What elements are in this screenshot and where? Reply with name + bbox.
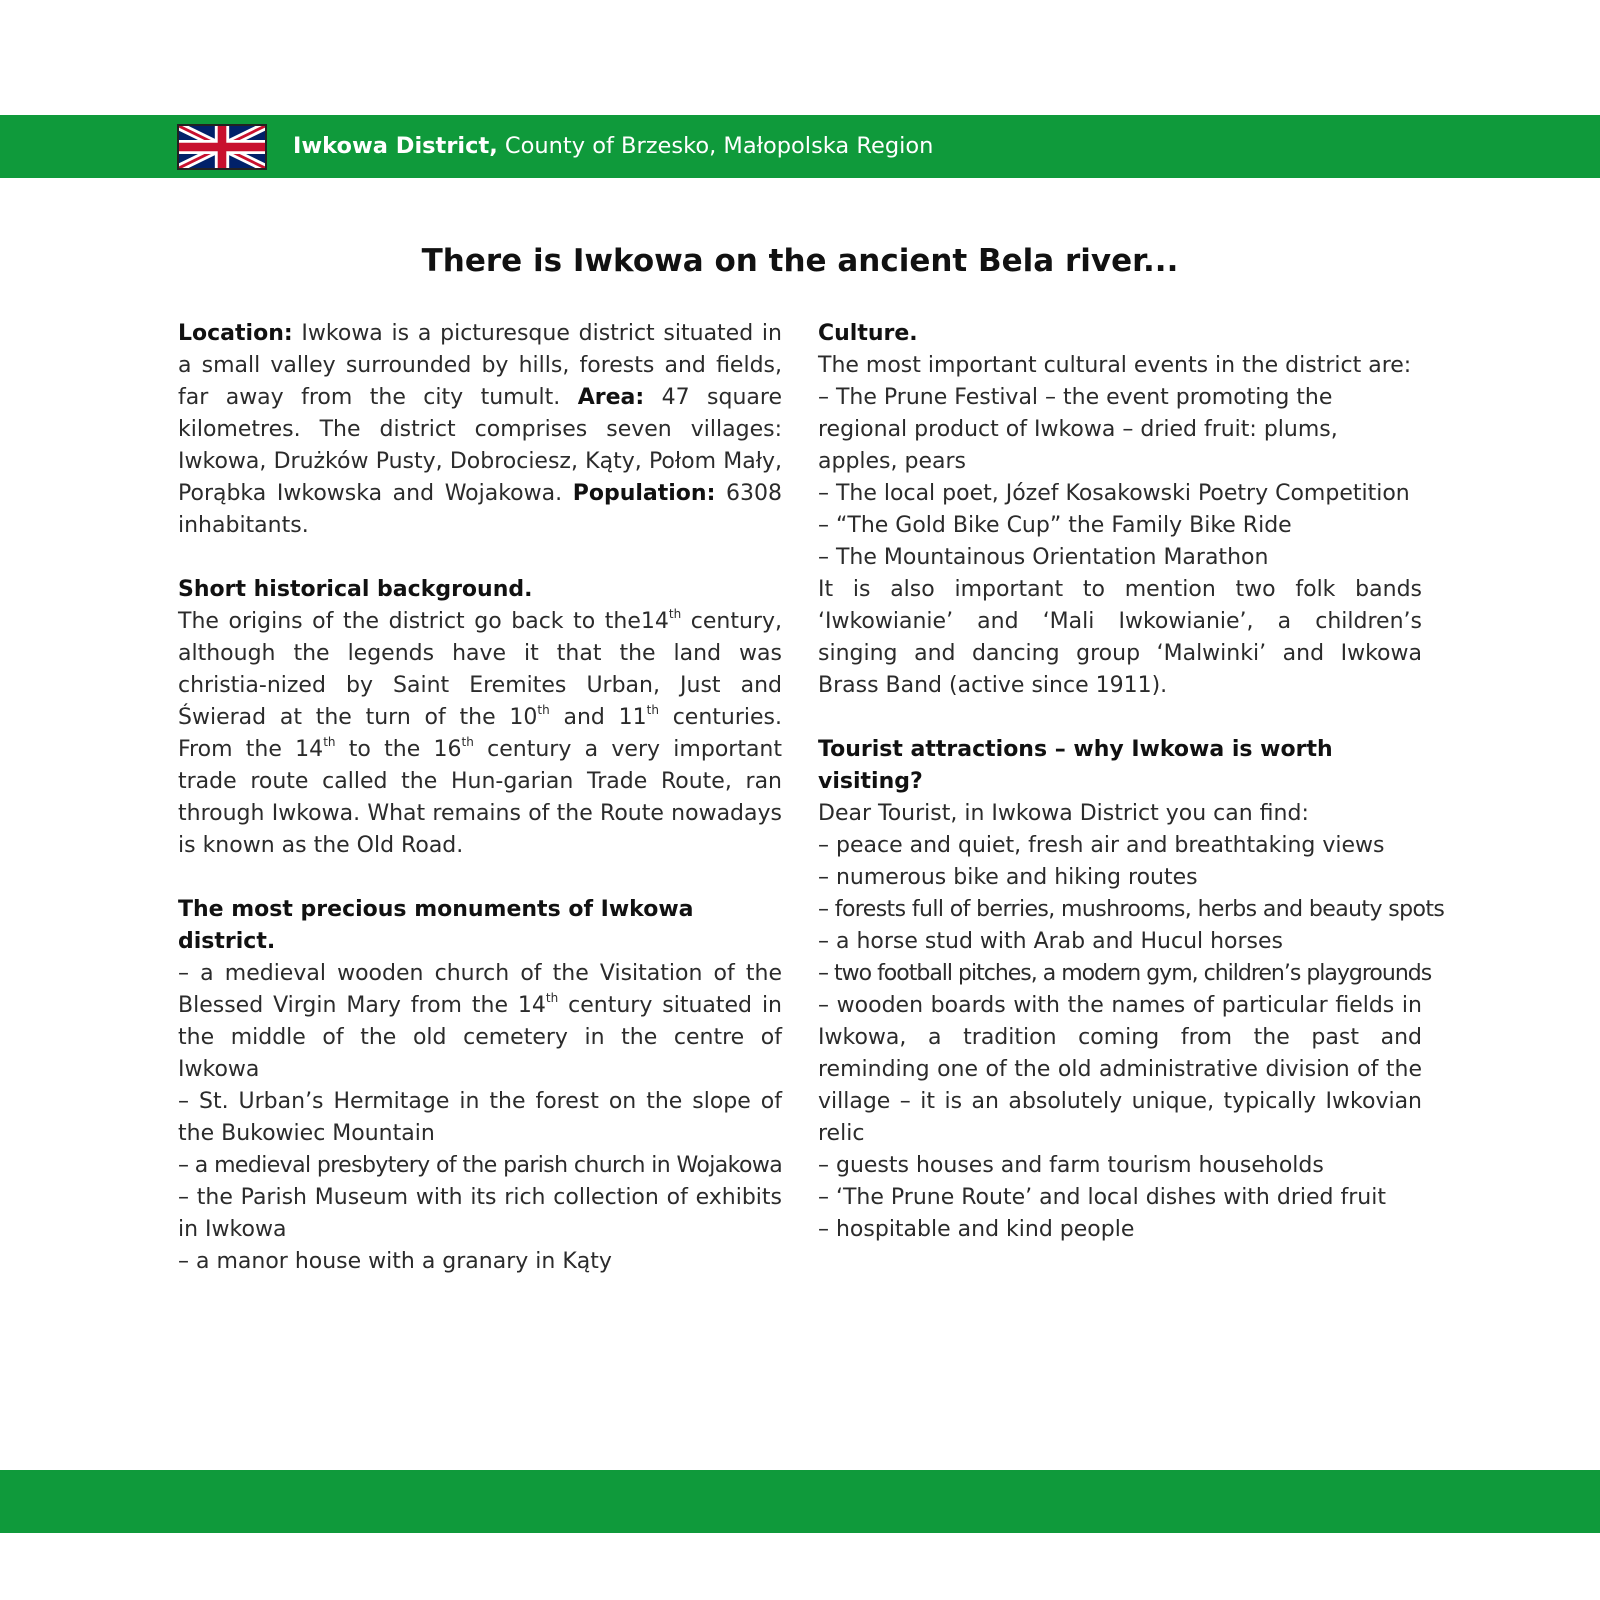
area-label: Area: [577, 385, 645, 410]
monument-item-1-sup: th [545, 991, 559, 1005]
tourist-heading: Tourist attractions – why Iwkowa is worth visiting? [818, 737, 1333, 794]
monuments-heading: The most precious monuments of Iwkowa district. [178, 897, 694, 954]
header-band [0, 115, 1600, 178]
culture-item: – The Mountainous Orientation Marathon [818, 545, 1269, 570]
history-text-6: century a very important trade route called the Hun-garian Trade Route, ran through Iwkowa. What remains of the Route nowadays is known as the Old Road. [178, 737, 782, 858]
tourist-item: – ‘The Prune Route’ and local dishes with dried fruit [818, 1185, 1386, 1210]
history-sup-3: th [646, 703, 659, 717]
location-text-1: Iwkowa is a picturesque district situated in a small valley surrounded by hills, forests and fields, far away from the city tumult. [178, 321, 782, 410]
history-sup-2: th [537, 703, 550, 717]
culture-heading: Culture. [818, 321, 918, 346]
history-sup-4: th [323, 735, 336, 749]
history-paragraph [178, 606, 782, 862]
tourist-intro: Dear Tourist, in Iwkowa District you can find: [818, 801, 1309, 826]
monument-item: – St. Urban’s Hermitage in the forest on the slope of the Bukowiec Mountain [178, 1089, 782, 1146]
tourist-item: – peace and quiet, fresh air and breathtaking views [818, 833, 1385, 858]
history-text-2: century, although the legends have it that the land was christia-nized by Saint Eremites Urban, Just and Świerad at the turn of the 10 [178, 609, 782, 730]
tourist-item: – two football pitches, a modern gym, children’s playgrounds [818, 961, 1432, 986]
culture-item: – “The Gold Bike Cup” the Family Bike Ride [818, 513, 1292, 538]
location-text-3: 6308 inhabitants. [178, 481, 782, 538]
monument-item: – the Parish Museum with its rich collection of exhibits in Iwkowa [178, 1185, 782, 1242]
culture-intro: The most important cultural events in the district are: [818, 353, 1412, 378]
location-label: Location: [178, 321, 293, 346]
history-text-3: and 11 [549, 705, 647, 730]
history-sup-5: th [461, 735, 474, 749]
left-column [178, 318, 782, 1278]
tourist-item: – forests full of berries, mushrooms, herbs and beauty spots [818, 897, 1445, 922]
tourist-item: – hospitable and kind people [818, 1217, 1135, 1242]
tourist-item: – guests houses and farm tourism households [818, 1153, 1324, 1178]
tourist-item: – a horse stud with Arab and Hucul horses [818, 929, 1284, 954]
history-sup-1: th [668, 607, 682, 621]
culture-item: – The local poet, Józef Kosakowski Poetry Competition [818, 481, 1410, 506]
right-column [818, 318, 1445, 1246]
culture-item: – The Prune Festival – the event promoting the regional product of Iwkowa – dried fruit: plums, apples, pears [818, 385, 1338, 474]
history-text-4: centuries. From the 14 [178, 705, 782, 762]
header-title [293, 115, 933, 178]
culture-outro: It is also important to mention two folk bands ‘Iwkowianie’ and ‘Mali Iwkowianie’, a children’s singing and dancing group ‘Malwinki’ and Iwkowa Brass Band (active since 1911). [818, 577, 1422, 698]
tourist-item: – wooden boards with the names of particular fields in Iwkowa, a tradition coming from the past and reminding one of the old administrative division of the village – it is an absolutely unique, typically Iwkovian relic [818, 993, 1422, 1146]
tourist-item: – numerous bike and hiking routes [818, 865, 1198, 890]
history-text-1: The origins of the district go back to the14 [178, 609, 669, 634]
location-text-2: 47 square kilometres. The district comprises seven villages: Iwkowa, Drużków Pusty, Dobrociesz, Kąty, Połom Mały, Porąbka Iwkowska and Wojakowa. [178, 385, 782, 506]
monument-item: – a manor house with a granary in Kąty [178, 1249, 612, 1274]
united-kingdom-flag-icon [177, 124, 267, 170]
monument-item: – a medieval presbytery of the parish church in Wojakowa [178, 1153, 783, 1178]
location-paragraph [178, 318, 782, 542]
history-text-5: to the 16 [335, 737, 462, 762]
monument-item [178, 958, 782, 1086]
header-title-rest: County of Brzesko, Małopolska Region [497, 133, 934, 159]
history-heading: Short historical background. [178, 577, 533, 602]
monument-item-1-text-b: century situated in the middle of the old cemetery in the centre of Iwkowa [178, 993, 782, 1082]
footer-band [0, 1470, 1600, 1533]
header-title-bold: Iwkowa District, [293, 133, 498, 159]
population-label: Population: [572, 481, 716, 506]
page-title: There is Iwkowa on the ancient Bela river... [421, 243, 1179, 279]
monument-item-1-text-a: – a medieval wooden church of the Visitation of the Blessed Virgin Mary from the 14 [178, 961, 782, 1018]
